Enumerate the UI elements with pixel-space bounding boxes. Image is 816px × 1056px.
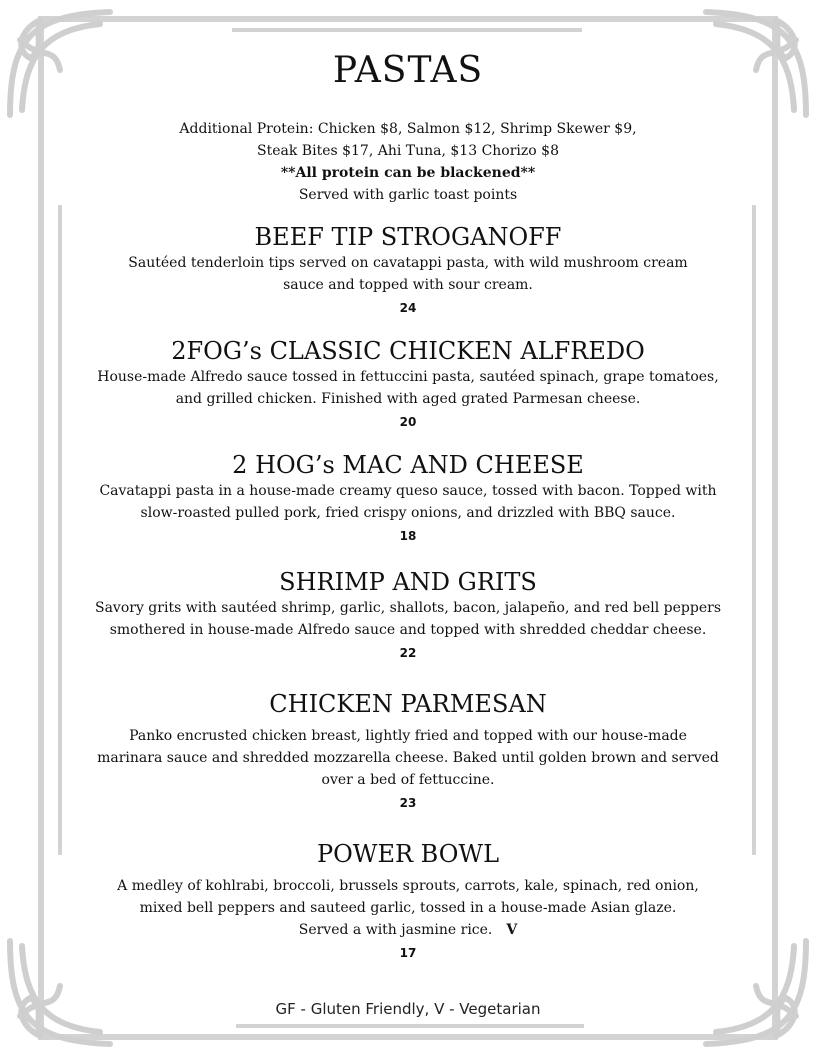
description-line: marinara sauce and shredded mozzarella cheese. Baked until golden brown and served [97,750,719,766]
description-line: mixed bell peppers and sauteed garlic, tossed in a house-made Asian glaze. [139,900,677,916]
menu-item-description [80,725,736,791]
right-inner-rule [752,205,756,855]
menu-item-price: 18 [399,529,417,543]
blackened-note: **All protein can be blackened** [280,165,536,181]
menu-item-name: 2 HOG’s MAC AND CHEESE [232,451,584,479]
top-divider-rule [232,28,582,32]
menu-item-chicken-parmesan [80,689,736,813]
description-line: sauce and topped with sour cream. [283,277,533,293]
menu-item-description [80,252,736,296]
description-line: Sautéed tenderloin tips served on cavatappi pasta, with wild mushroom cream [128,255,688,271]
menu-item-name: SHRIMP AND GRITS [279,568,537,596]
menu-item-description [80,480,736,524]
description-line: House-made Alfredo sauce tossed in fettuccini pasta, sautéed spinach, grape tomatoes, [97,369,719,385]
menu-item-classic-chicken-alfredo [80,336,736,432]
garlic-toast-note: Served with garlic toast points [298,187,518,203]
addon-line: Steak Bites $17, Ahi Tuna, $13 Chorizo $8 [257,143,559,159]
menu-item-description [80,875,736,941]
protein-addons-note [80,118,736,206]
menu-item-price: 20 [399,415,417,429]
dietary-legend: GF - Gluten Friendly, V - Vegetarian [275,1000,541,1018]
description-line: Savory grits with sautéed shrimp, garlic, shallots, bacon, jalapeño, and red bell peppers [94,600,722,616]
menu-item-description [80,597,736,641]
vegetarian-badge: V [506,922,518,938]
menu-item-price: 17 [399,946,417,960]
menu-item-price: 24 [399,301,417,315]
menu-item-beef-tip-stroganoff [80,222,736,318]
menu-item-shrimp-and-grits [80,567,736,663]
description-line: Served a with jasmine rice. [298,922,493,938]
menu-item-power-bowl [80,839,736,963]
menu-item-name: 2FOG’s CLASSIC CHICKEN ALFREDO [171,337,645,365]
description-line: A medley of kohlrabi, broccoli, brussels sprouts, carrots, kale, spinach, red onion, [117,878,699,894]
menu-item-price: 23 [399,796,417,810]
addon-line: Additional Protein: Chicken $8, Salmon $12, Shrimp Skewer $9, [179,121,637,137]
description-line: Cavatappi pasta in a house-made creamy queso sauce, tossed with bacon. Topped with [99,483,717,499]
menu-item-price: 22 [399,646,417,660]
page-title: PASTAS [332,50,484,91]
description-line: and grilled chicken. Finished with aged grated Parmesan cheese. [175,391,641,407]
menu-item-description [80,366,736,410]
description-line: smothered in house-made Alfredo sauce and topped with shredded cheddar cheese. [109,622,707,638]
left-inner-rule [58,205,62,855]
menu-item-name: BEEF TIP STROGANOFF [254,223,562,251]
menu-item-name: CHICKEN PARMESAN [269,690,547,718]
description-line: slow-roasted pulled pork, fried crispy onions, and drizzled with BBQ sauce. [140,505,676,521]
menu-item-name: POWER BOWL [316,840,500,868]
description-line: Panko encrusted chicken breast, lightly fried and topped with our house-made [129,728,687,744]
description-line: over a bed of fettuccine. [321,772,495,788]
bottom-divider-rule [236,1024,584,1028]
menu-item-mac-and-cheese [80,450,736,546]
